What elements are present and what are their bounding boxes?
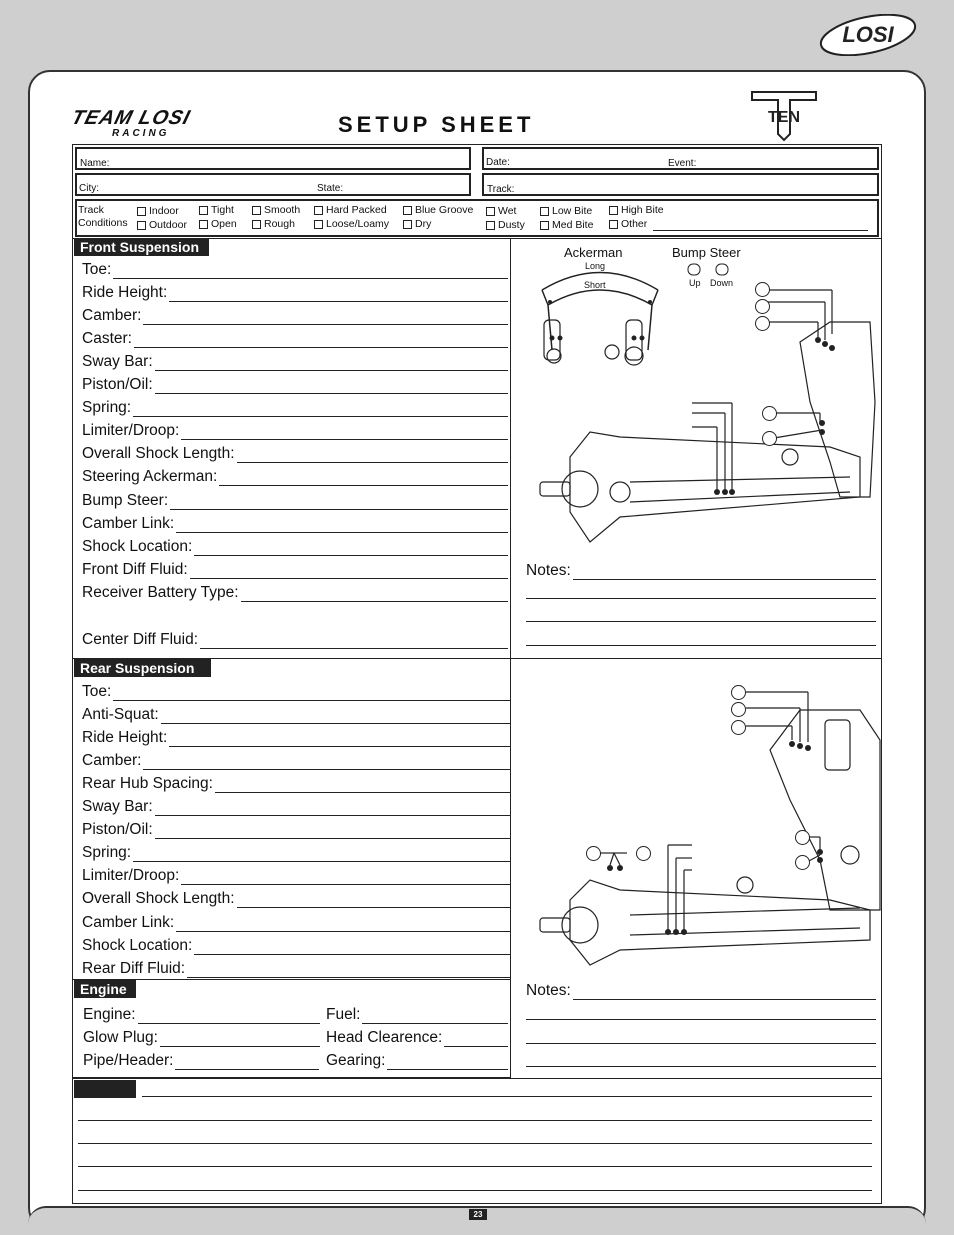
input-line[interactable] — [134, 333, 508, 348]
other-line[interactable] — [653, 230, 868, 231]
input-line[interactable] — [362, 1009, 508, 1024]
input-line[interactable] — [133, 847, 510, 862]
rear-field-row[interactable] — [82, 727, 510, 747]
front-field-label: Toe: — [82, 261, 112, 278]
front-suspension-title: Front Suspension — [74, 238, 209, 256]
front-field-row[interactable] — [82, 374, 508, 394]
front-notes-line[interactable] — [526, 645, 876, 646]
input-line[interactable] — [176, 917, 510, 932]
rear-notes-line[interactable] — [526, 1043, 876, 1044]
cond-other[interactable]: Other — [609, 218, 647, 230]
track-field[interactable] — [482, 173, 879, 196]
rear-callout-7 — [636, 846, 651, 861]
team-losi-logo — [69, 107, 242, 142]
front-field-row[interactable] — [82, 466, 508, 486]
checkbox[interactable] — [403, 206, 412, 215]
checkbox[interactable] — [199, 220, 208, 229]
rear-field-row[interactable] — [82, 796, 510, 816]
team-losi-logo-text: TEAM LOSI — [69, 107, 193, 129]
rear-field-row[interactable] — [82, 935, 510, 955]
front-field-label: Piston/Oil: — [82, 376, 153, 394]
front-field-label: Spring: — [82, 399, 132, 417]
date-label: Date: — [486, 157, 510, 168]
front-field-label: Bump Steer: — [82, 491, 169, 509]
front-field-label: Shock Location: — [82, 537, 193, 555]
input-line[interactable] — [573, 565, 876, 580]
date-event-field[interactable] — [482, 147, 879, 170]
divider — [72, 1078, 882, 1079]
checkbox[interactable] — [486, 207, 495, 216]
front-notes-row[interactable] — [526, 560, 876, 580]
engine-label: Engine: — [83, 1006, 136, 1023]
head-clearence-row[interactable] — [326, 1027, 508, 1047]
ten-logo-text: TEN — [768, 109, 800, 126]
checkbox[interactable] — [252, 206, 261, 215]
losi-logo — [818, 14, 918, 56]
input-line[interactable] — [133, 402, 508, 417]
rear-field-label: Rear Diff Fluid: — [82, 959, 186, 977]
checkbox[interactable] — [314, 206, 323, 215]
front-field-row[interactable] — [82, 536, 508, 556]
name-field[interactable] — [75, 147, 471, 170]
rear-suspension-diagram — [530, 680, 882, 970]
bump-steer-label: Bump Steer — [672, 245, 741, 260]
checkbox[interactable] — [609, 220, 618, 229]
rear-field-row[interactable] — [82, 773, 510, 793]
cond-dusty[interactable]: Dusty — [486, 219, 525, 231]
rear-callout-2 — [731, 702, 746, 717]
rear-notes-line[interactable] — [526, 1019, 876, 1020]
checkbox[interactable] — [403, 220, 412, 229]
input-line[interactable] — [169, 287, 508, 302]
front-notes-line[interactable] — [526, 598, 876, 599]
gearing-label: Gearing: — [326, 1052, 386, 1069]
rear-field-row[interactable] — [82, 842, 510, 862]
rear-field-row[interactable] — [82, 681, 510, 701]
input-line[interactable] — [181, 870, 510, 885]
checkbox[interactable] — [540, 221, 549, 230]
checkbox[interactable] — [252, 220, 261, 229]
gearing-row[interactable] — [326, 1050, 508, 1070]
front-callout-4 — [762, 406, 777, 421]
track-conditions-label: Track Conditions — [78, 204, 128, 229]
front-field-row[interactable] — [82, 443, 508, 463]
bottom-notes-line[interactable] — [78, 1120, 872, 1121]
bottom-notes-line[interactable] — [142, 1096, 872, 1097]
front-field-row[interactable] — [82, 282, 508, 302]
front-field-row[interactable] — [82, 559, 508, 579]
rear-field-label: Shock Location: — [82, 936, 193, 954]
rear-field-label: Spring: — [82, 844, 132, 862]
cond-smooth[interactable]: Smooth — [252, 204, 300, 216]
rear-notes-row[interactable] — [526, 980, 876, 1000]
front-field-row[interactable] — [82, 259, 508, 279]
input-line[interactable] — [387, 1055, 508, 1070]
bottom-notes-line[interactable] — [78, 1166, 872, 1167]
input-line[interactable] — [200, 634, 508, 649]
input-line[interactable] — [237, 893, 510, 908]
glow-plug-row[interactable] — [83, 1027, 320, 1047]
input-line[interactable] — [113, 686, 510, 701]
rear-field-row[interactable] — [82, 888, 510, 908]
page-title: SETUP SHEET — [338, 112, 535, 137]
glow-plug-label: Glow Plug: — [83, 1029, 158, 1046]
front-field-label: Receiver Battery Type: — [82, 583, 239, 601]
checkbox[interactable] — [609, 206, 618, 215]
engine-title: Engine — [74, 980, 136, 998]
rear-callout-5 — [795, 855, 810, 870]
input-line[interactable] — [155, 379, 508, 394]
rear-callout-4 — [795, 830, 810, 845]
cond-open[interactable]: Open — [199, 218, 237, 230]
rear-notes-line[interactable] — [526, 1066, 876, 1067]
front-callout-3 — [755, 316, 770, 331]
input-line[interactable] — [155, 356, 508, 371]
input-line[interactable] — [175, 1055, 319, 1070]
front-field-label: Caster: — [82, 330, 132, 348]
front-field-label: Camber: — [82, 307, 142, 325]
input-line[interactable] — [194, 541, 508, 556]
city-label: City: — [79, 183, 99, 194]
front-suspension-diagram — [530, 282, 882, 552]
input-line[interactable] — [161, 709, 510, 724]
rear-callout-6 — [586, 846, 601, 861]
checkbox[interactable] — [199, 206, 208, 215]
input-line[interactable] — [138, 1009, 320, 1024]
input-line[interactable] — [160, 1032, 320, 1047]
checkbox[interactable] — [137, 221, 146, 230]
rear-field-label: Sway Bar: — [82, 798, 153, 816]
bottom-notes-header — [74, 1080, 136, 1098]
rear-field-label: Toe: — [82, 683, 112, 700]
name-label: Name: — [80, 158, 110, 169]
input-line[interactable] — [237, 448, 508, 463]
ackerman-long-label: Long — [585, 261, 606, 271]
head-clearence-label: Head Clearence: — [326, 1029, 443, 1046]
rear-suspension-title: Rear Suspension — [74, 659, 211, 677]
rear-field-label: Rear Hub Spacing: — [82, 775, 213, 793]
rear-field-label: Limiter/Droop: — [82, 867, 180, 885]
checkbox[interactable] — [137, 207, 146, 216]
cond-rough[interactable]: Rough — [252, 218, 295, 230]
fuel-label: Fuel: — [326, 1006, 361, 1023]
front-field-row[interactable] — [82, 582, 508, 602]
input-line[interactable] — [143, 310, 508, 325]
front-field-row[interactable] — [82, 490, 508, 510]
input-line[interactable] — [181, 425, 508, 440]
rear-callout-1 — [731, 685, 746, 700]
front-field-label: Sway Bar: — [82, 353, 153, 371]
input-line[interactable] — [143, 755, 510, 770]
checkbox[interactable] — [314, 220, 323, 229]
front-field-row[interactable] — [82, 397, 508, 417]
engine-row[interactable] — [83, 1004, 320, 1024]
bump-steer-diagram — [684, 262, 734, 278]
cond-outdoor[interactable]: Outdoor — [137, 219, 187, 231]
input-line[interactable] — [169, 732, 510, 747]
ackerman-short-label: Short — [584, 280, 606, 290]
front-field-row[interactable] — [82, 351, 508, 371]
cond-wet[interactable]: Wet — [486, 205, 516, 217]
rear-field-label: Camber Link: — [82, 913, 175, 931]
cond-dry[interactable]: Dry — [403, 218, 431, 230]
input-line[interactable] — [187, 963, 510, 978]
cond-blue-groove[interactable]: Blue Groove — [403, 204, 473, 216]
front-field-label: Limiter/Droop: — [82, 422, 180, 440]
center-diff-fluid-label: Center Diff Fluid: — [82, 631, 199, 648]
ten-logo — [748, 88, 820, 142]
rear-field-label: Camber: — [82, 752, 142, 770]
front-field-row[interactable] — [82, 305, 508, 325]
front-field-label: Steering Ackerman: — [82, 468, 218, 486]
input-line[interactable] — [190, 564, 508, 579]
input-line[interactable] — [219, 471, 508, 486]
rear-field-label: Anti-Squat: — [82, 706, 159, 724]
checkbox[interactable] — [540, 207, 549, 216]
front-field-label: Overall Shock Length: — [82, 445, 235, 463]
front-notes-line[interactable] — [526, 621, 876, 622]
track-conditions-box — [75, 199, 879, 237]
front-field-label: Ride Height: — [82, 284, 168, 302]
bottom-notes-line[interactable] — [78, 1190, 872, 1191]
input-line[interactable] — [215, 778, 510, 793]
rear-field-label: Piston/Oil: — [82, 821, 153, 839]
track-label: Track: — [487, 184, 515, 195]
cond-loose-loamy[interactable]: Loose/Loamy — [314, 218, 389, 230]
input-line[interactable] — [573, 985, 876, 1000]
front-field-label: Front Diff Fluid: — [82, 560, 188, 578]
input-line[interactable] — [241, 587, 508, 602]
losi-logo-text: LOSI — [842, 22, 894, 47]
input-line[interactable] — [155, 801, 510, 816]
front-notes-label: Notes: — [526, 562, 571, 579]
input-line[interactable] — [155, 824, 510, 839]
bump-down-label: Down — [710, 278, 734, 288]
input-line[interactable] — [176, 518, 508, 533]
bump-up-label: Up — [689, 278, 701, 288]
team-losi-logo-sub: RACING — [112, 128, 170, 139]
fuel-row[interactable] — [326, 1004, 508, 1024]
pipe-header-label: Pipe/Header: — [83, 1052, 174, 1069]
event-label: Event: — [668, 158, 697, 169]
front-field-row[interactable] — [82, 513, 508, 533]
front-field-row[interactable] — [82, 328, 508, 348]
front-field-row[interactable] — [82, 420, 508, 440]
front-callout-1 — [755, 282, 770, 297]
input-line[interactable] — [444, 1032, 508, 1047]
rear-field-row[interactable] — [82, 865, 510, 885]
rear-notes-label: Notes: — [526, 982, 571, 999]
cond-low-bite[interactable]: Low Bite — [540, 205, 592, 217]
rear-callout-3 — [731, 720, 746, 735]
front-field-label: Camber Link: — [82, 514, 175, 532]
bottom-notes-line[interactable] — [78, 1143, 872, 1144]
state-label: State: — [317, 183, 344, 194]
rear-field-row[interactable] — [82, 819, 510, 839]
ackerman-label: Ackerman — [564, 245, 623, 260]
input-line[interactable] — [194, 940, 510, 955]
cond-tight[interactable]: Tight — [199, 204, 234, 216]
rear-field-row[interactable] — [82, 750, 510, 770]
page-number: 23 — [469, 1209, 487, 1220]
front-callout-2 — [755, 299, 770, 314]
front-callout-5 — [762, 431, 777, 446]
checkbox[interactable] — [486, 221, 495, 230]
rear-field-row[interactable] — [82, 912, 510, 932]
rear-field-row[interactable] — [82, 958, 510, 978]
city-state-field[interactable] — [75, 173, 471, 196]
rear-field-row[interactable] — [82, 704, 510, 724]
cond-hard-packed[interactable]: Hard Packed — [314, 204, 387, 216]
rear-field-label: Ride Height: — [82, 729, 168, 747]
input-line[interactable] — [113, 264, 508, 279]
center-diff-fluid-row[interactable] — [82, 629, 508, 649]
cond-med-bite[interactable]: Med Bite — [540, 219, 593, 231]
pipe-header-row[interactable] — [83, 1050, 319, 1070]
cond-high-bite[interactable]: High Bite — [609, 204, 664, 216]
rear-field-label: Overall Shock Length: — [82, 890, 235, 908]
input-line[interactable] — [170, 495, 508, 510]
cond-indoor[interactable]: Indoor — [137, 205, 179, 217]
